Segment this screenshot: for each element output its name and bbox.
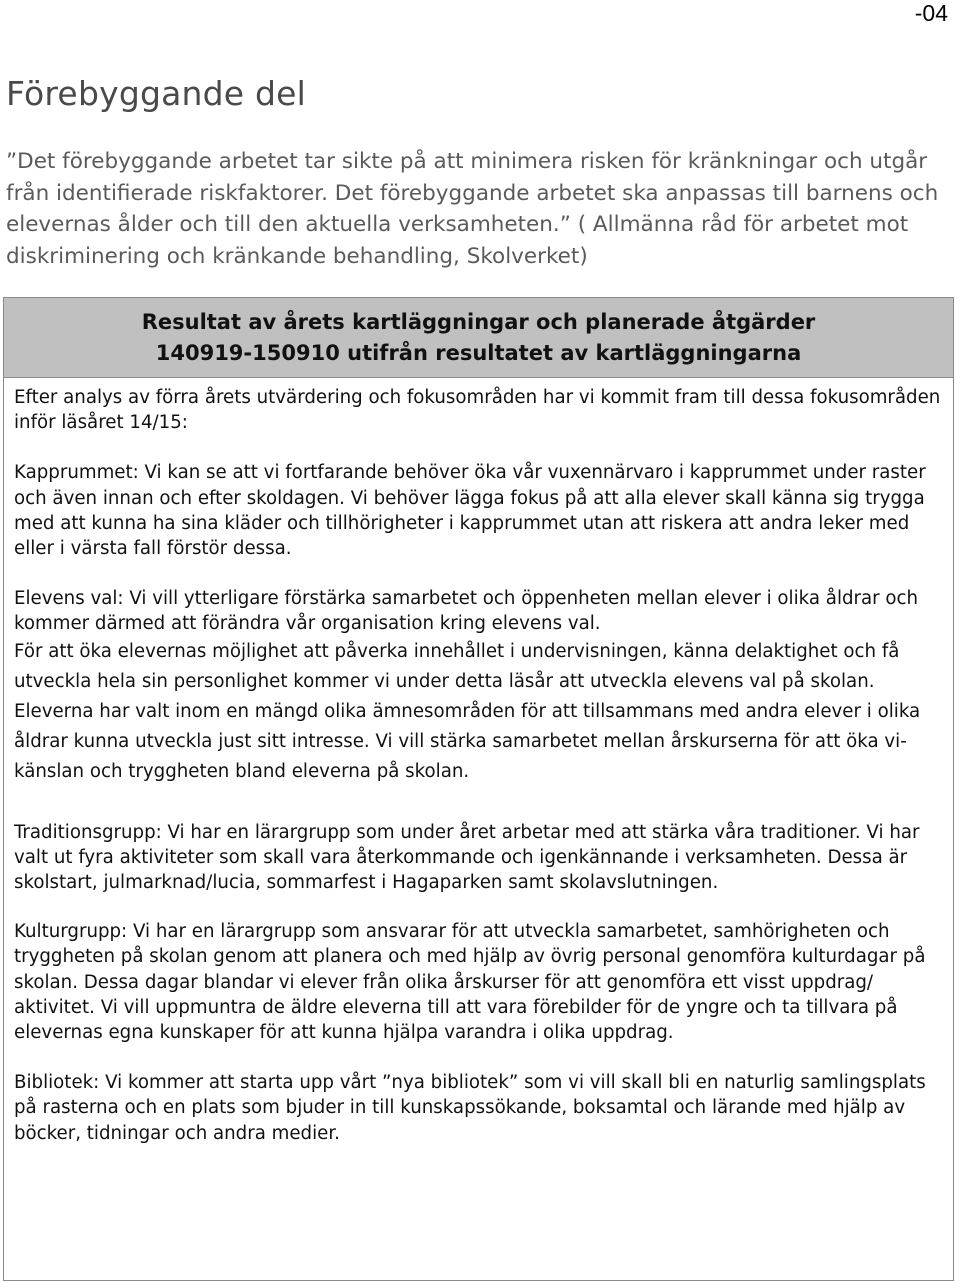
- kulturgrupp-paragraph: Kulturgrupp: Vi har en lärargrupp som ansvarar för att utveckla samarbetet, samhörigheten och tryggheten på skolan genom att planera och med hjälp av övrig personal genomföra kulturdagar på skolan. Dessa dagar blandar vi elever från olika årskurser för att genomföra ett visst uppdrag/ aktivitet. Vi vill uppmuntra de äldre eleverna till att vara förebilder för de yngre och ta tillvara på elevernas egna kunskaper för att kunna hjälpa varandra i olika uppdrag.: [14, 921, 926, 1044]
- traditionsgrupp-paragraph: Traditionsgrupp: Vi har en lärargrupp som under året arbetar med att stärka våra traditioner. Vi har valt ut fyra aktiviteter som skall vara återkommande och igenkännande i verksamheten. Dessa är skolstart, julmarknad/lucia, sommarfest i Hagaparken samt skolavslutningen.: [14, 821, 920, 894]
- kapprummet-paragraph: Kapprummet: Vi kan se att vi fortfarande behöver öka vår vuxennärvaro i kapprummet under raster och även innan och efter skoldagen. Vi behöver lägga fokus på att alla elever skall känna sig trygga med att kunna ha sina kläder och tillhörigheter i kapprummet utan att riskera att andra leker med eller i värsta fall förstör dessa.: [14, 462, 926, 560]
- results-title-line-1: Resultat av årets kartläggningar och planerade åtgärder: [141, 310, 816, 334]
- section-heading: Förebyggande del: [6, 74, 307, 113]
- skolverket-quote: ”Det förebyggande arbetet tar sikte på att minimera risken för kränkningar och utgår från identifierade riskfaktorer. Det förebyggande arbetet ska anpassas till barnens och elevernas ålder och till den aktuella verksamheten.” ( Allmänna råd för arbetet mot diskriminering och kränkande behandling, Skolverket): [6, 149, 939, 269]
- results-table: [3, 297, 954, 1281]
- elevens-val-details-paragraph: För att öka elevernas möjlighet att påverka innehållet i undervisningen, känna delaktighet och få utveckla hela sin personlighet kommer vi under detta läsår att utveckla elevens val på skolan. Eleverna har valt inom en mängd olika ämnesområden för att tillsammans med andra elever i olika åldrar kunna utveckla just sitt intresse. Vi vill stärka samarbetet mellan årskurserna för att öka vi-känslan och tryggheten bland eleverna på skolan.: [14, 640, 921, 782]
- results-table-header: [4, 298, 953, 378]
- page-number: -04: [914, 0, 948, 26]
- bibliotek-paragraph: Bibliotek: Vi kommer att starta upp vårt ”nya bibliotek” som vi vill skall bli en naturlig samlingsplats på rasterna och en plats som bjuder in till kunskapssökande, boksamtal och lärande med hjälp av böcker, tidningar och andra medier.: [14, 1072, 926, 1144]
- results-table-body: [4, 378, 953, 1146]
- intro-paragraph: Efter analys av förra årets utvärdering och fokusområden har vi kommit fram till dessa fokusområden inför läsåret 14/15:: [14, 387, 941, 434]
- elevens-val-paragraph: Elevens val: Vi vill ytterligare förstärka samarbetet och öppenheten mellan elever i olika åldrar och kommer därmed att förändra vår organisation kring elevens val.: [14, 588, 919, 635]
- results-title-line-2: 140919-150910 utifrån resultatet av kartläggningarna: [155, 341, 802, 365]
